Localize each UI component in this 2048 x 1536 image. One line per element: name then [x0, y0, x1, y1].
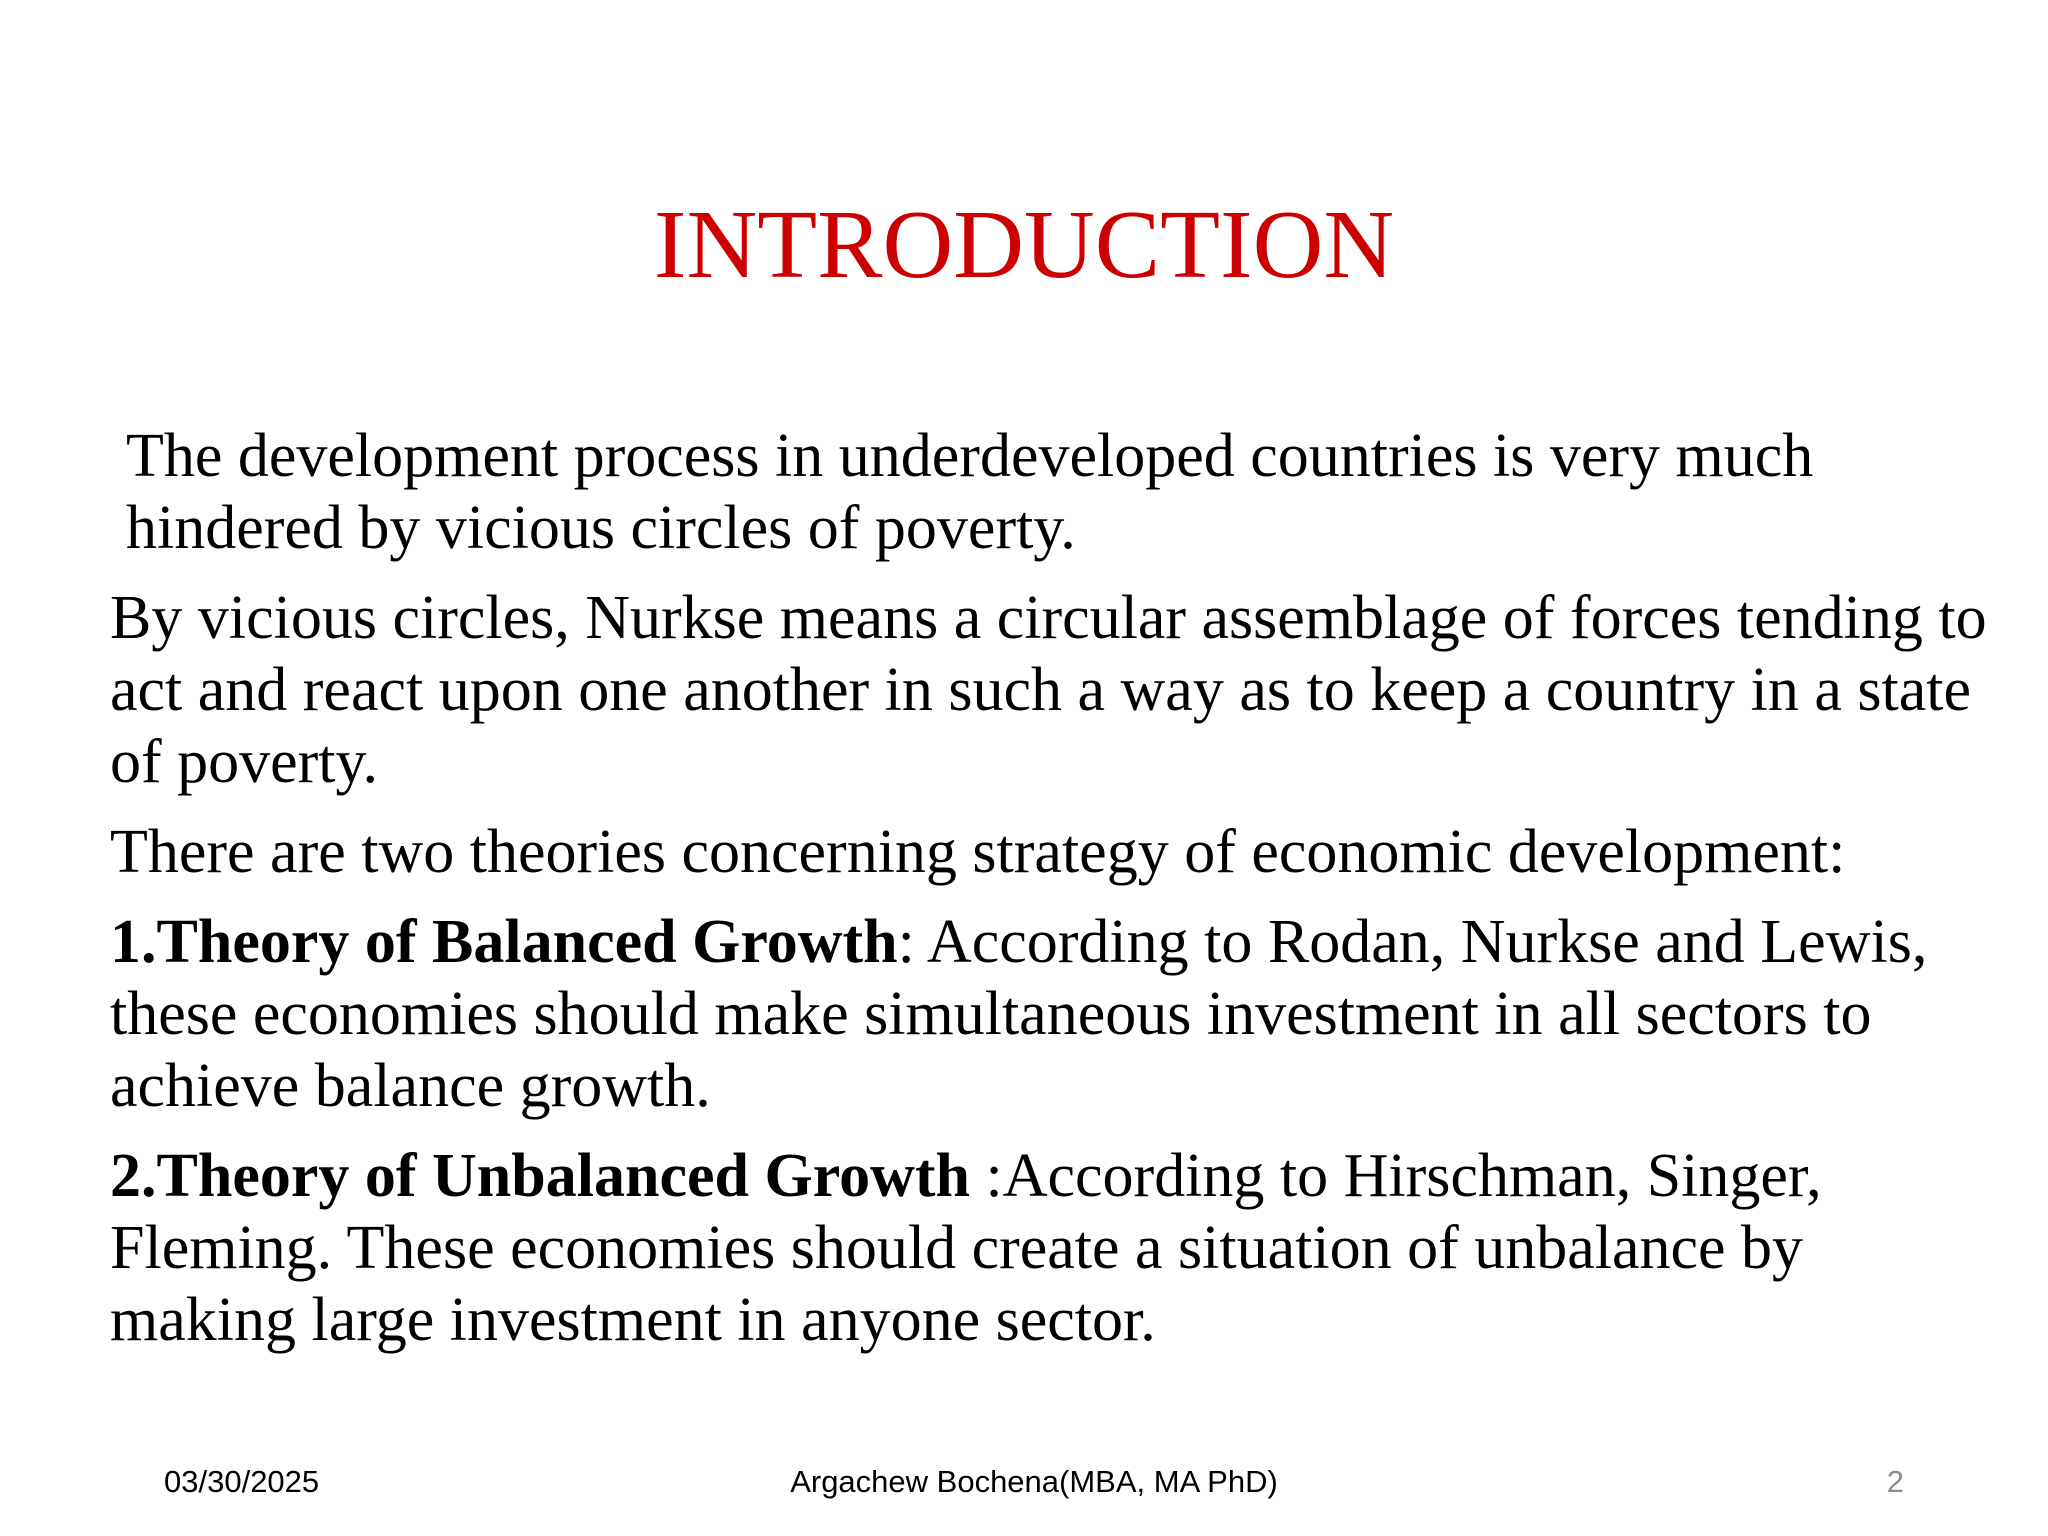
footer-date: 03/30/2025 [164, 1464, 320, 1499]
paragraph-nurkse-definition: By vicious circles, Nurkse means a circular assemblage of forces tending to act and react upon one another in such a way as to keep a country in a state of poverty. [110, 584, 1987, 796]
theory-balanced-growth-title: 1.Theory of Balanced Growth [110, 908, 898, 976]
footer-author: Argachew Bochena(MBA, MA PhD) [790, 1464, 1278, 1499]
theory-unbalanced-growth-title: 2.Theory of Unbalanced Growth [110, 1142, 971, 1210]
paragraph-vicious-circles-intro: The development process in underdeveloped countries is very much hindered by vicious circles of poverty. [126, 422, 1814, 562]
theory-unbalanced-growth [110, 1140, 1990, 1356]
slide-body [110, 420, 1990, 1374]
footer-page-number: 2 [1886, 1464, 1904, 1499]
paragraph-two-theories: There are two theories concerning strategy of economic development: [110, 818, 1846, 886]
slide-title: INTRODUCTION [653, 191, 1395, 299]
theory-balanced-growth-text: : According to Rodan, Nurkse and Lewis, these economies should make simultaneous investment in all sectors to achieve balance growth. [110, 908, 1928, 1120]
theory-balanced-growth [110, 906, 1990, 1122]
theory-unbalanced-growth-text: :According to Hirschman, Singer, Fleming. These economies should create a situation of unbalance by making large investment in anyone sector. [110, 1142, 1822, 1354]
